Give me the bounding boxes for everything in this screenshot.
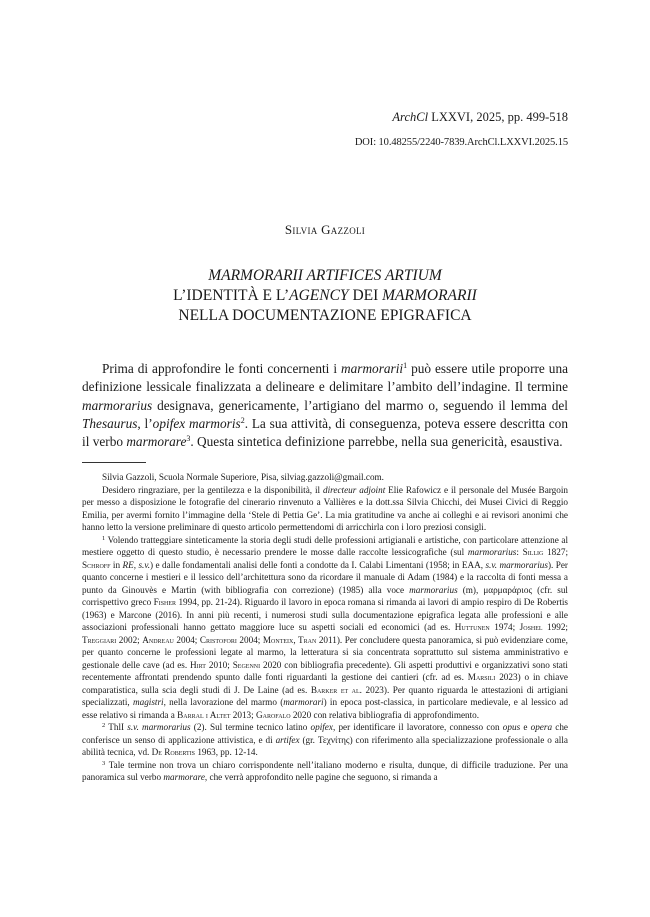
footnote-3-number: 3 bbox=[102, 759, 106, 767]
footnote-ref-3[interactable]: 3 bbox=[186, 434, 191, 444]
title-line-2-italic: AGENCY bbox=[289, 287, 349, 304]
journal-abbreviation: ArchCl bbox=[392, 110, 429, 124]
title-line-1: MARMORARII ARTIFICES ARTIUM bbox=[208, 267, 442, 284]
author-affiliation: Silvia Gazzoli, Scuola Normale Superiore, Pisa, silviag.gazzoli@gmail.com. bbox=[102, 472, 384, 482]
footnote-1-number: 1 bbox=[102, 534, 106, 542]
title-line-3: NELLA DOCUMENTAZIONE EPIGRAFICA bbox=[178, 307, 472, 324]
journal-citation bbox=[392, 110, 568, 125]
doi-line[interactable]: DOI: 10.48255/2240-7839.ArchCl.LXXVI.2025.15 bbox=[354, 137, 568, 148]
footnote-ref-2[interactable]: 2 bbox=[240, 415, 245, 425]
footnote-1: $^1$ Volendo tratteggiare sinteticamente la storia degli studi delle professioni artigianali e artistiche, con particolare attenzione al mestiere oggetto di questo studio, è necessario prendere le mosse dalle raccolte lessicografiche (sul marmorarius: Sillig 1827; Schroff in RE, s.v.) e dalle fondamentali analisi delle fonti a condotte da I. Calabi Limentani (1958; in EAA, s.v. marmorarius). Per quanto concerne i mestieri e il lessico dell’architettura sono da ricordare il manuale di Adam (1984) e la raccolta di fonti messa a punto da Ginouvès e Martin (with bibliografia con correzione) (1985) alla voce marmorarius (m), μαρμαράριος (cfr. sul corrispettivo greco Fisher 1994, pp. 21-24). Riguardo il lavoro in epoca romana si rimanda ai lavori di ampio respiro di De Robertis (1963) e Marcone (2016). In anni più recenti, i numerosi studi sulla documentazione epigrafica legata alle professioni e alle associazioni professionali hanno gettato maggiore luce su aspetti sociali ed economici (ad es. Huttunen 1974; Joshel 1992; Treggiari 2002; Andreau 2004; Cristofori 2004; Monteix, Tran 2011). Per concludere questa panoramica, si può evidenziare come, per quanto concerne le professioni legate al marmo, la letteratura si sia concentrata soprattutto sul sistema amministrativo e gestionale delle cave (ad es. Hirt 2010; Segenni 2020 con bibliografia precedente). Gli aspetti produttivi e organizzativi sono stati recentemente affrontati prendendo spunto dalle fonti riguardanti la gestione dei cantieri (cfr. ad es. Marsili 2023) o in chiave comparatistica, sulla scia degli studi di J. De Laine (ad es. Barker et al. 2023). Per quanto riguarda le attestazioni di artigiani specializzati, magistri, nella lavorazione del marmo (marmorari) in epoca post-classica, in particolare medievale, e al lessico ad esse relativo si rimanda a Barral i Altet 2013; Garofalo 2020 con relativa bibliografia di approfondimento. bbox=[82, 534, 568, 720]
footnotes bbox=[82, 471, 568, 784]
title-line-2 bbox=[0, 286, 650, 306]
article-title bbox=[0, 266, 650, 326]
title-line-2-part: DEI bbox=[348, 287, 383, 304]
body-text bbox=[82, 360, 568, 451]
footnote-3: $^3$ Tale termine non trova un chiaro corrispondente nell’italiano moderno e risulta, dunque, di difficile traduzione. Per una panoramica sul verbo marmorare, che verrà approfondito nelle pagine che seguono, si rimanda a bbox=[82, 759, 568, 782]
footnote-separator bbox=[82, 462, 146, 463]
footnote-2: $^2$ ThlI s.v. marmorarius (2). Sul termine tecnico latino opifex, per identificare il lavoratore, connesso con opus e opera che conferisce un senso di applicazione attivistica, e di artifex (gr. Τεχνίτης) con riferimento alla specializzazione professionale o alla abilità tecnica, vd. De Robertis 1963, pp. 12-14. bbox=[82, 722, 568, 757]
acknowledgements: Desidero ringraziare, per la gentilezza e la disponibilità, il directeur adjoint Elie Rafowicz e il personale del Musée Bargoin per messo a disposizione le fotografie del cinerario rinvenuto a Vallières e la dott.ssa Silvia Chicchi, dei Musei Civici di Reggio Emilia, per avermi fornito l’immagine della ‘Stele di Pettia Ge’. La mia gratitudine va anche ai colleghi e ai revisori anonimi che hanno letto la versione preliminare di questo articolo permettendomi di arricchirla con i loro preziosi consigli. bbox=[82, 484, 568, 532]
author-name: Silvia Gazzoli bbox=[284, 222, 366, 237]
title-line-2-italic: MARMORARII bbox=[382, 287, 477, 304]
journal-volume-pages: LXXVI, 2025, pp. 499-518 bbox=[428, 110, 568, 124]
title-line-2-part: L’IDENTITÀ E L’ bbox=[173, 287, 290, 304]
footnote-ref-1[interactable]: 1 bbox=[403, 361, 408, 370]
body-paragraph: Prima di approfondire le fonti concernenti i marmorarii$^1$ può essere utile proporre una definizione lessicale finalizzata a delineare e delimitare l’ambito dell’indagine. Il termine marmorarius designava, genericamente, l’artigiano del marmo o, seguendo il lemma del Thesaurus, l’opifex marmoris$^2$. La sua attività, di conseguenza, poteva essere descritta con il verbo marmorare$^3$. Questa sintetica definizione parrebbe, nella sua genericità, esaustiva. bbox=[82, 361, 568, 450]
footnote-2-number: 2 bbox=[102, 722, 106, 729]
